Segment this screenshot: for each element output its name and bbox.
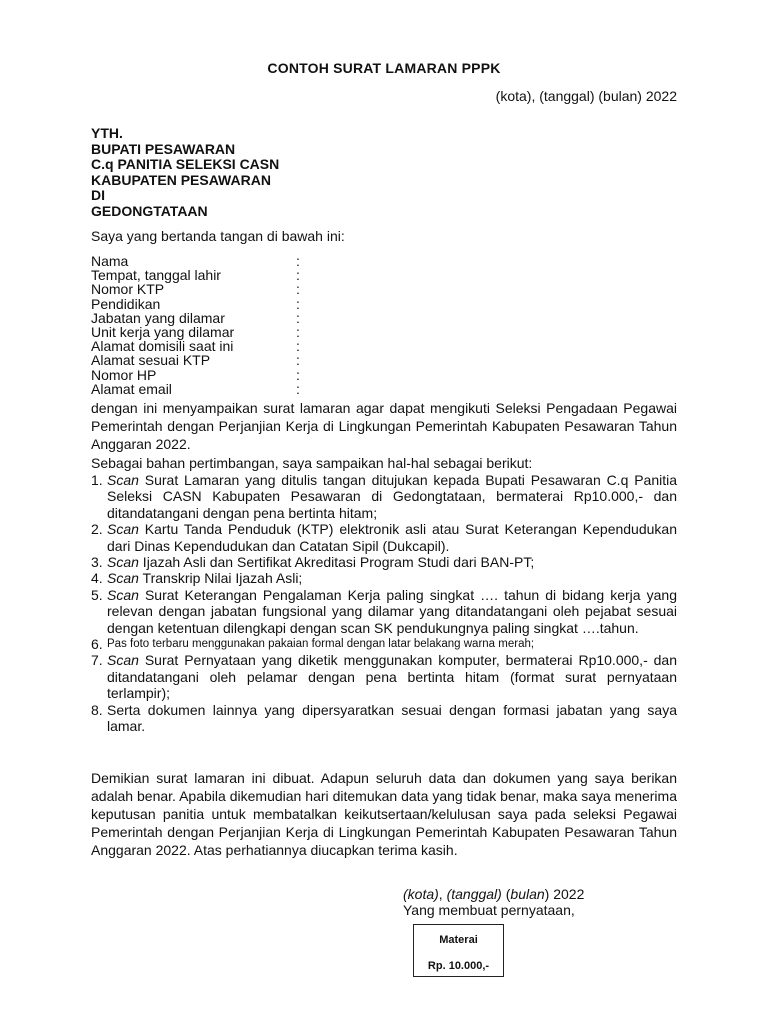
list-number: 1. bbox=[91, 472, 103, 488]
field-separator: : bbox=[296, 324, 300, 341]
field-row bbox=[91, 368, 300, 382]
field-row bbox=[91, 282, 300, 296]
document-title: CONTOH SURAT LAMARAN PPPK bbox=[267, 60, 501, 76]
list-text: Surat Pernyataan yang diketik menggunakan komputer, bermaterai Rp10.000,- dan ditandatangani oleh pelamar dengan pena bertinta hitam (format surat pernyataan terlampir); bbox=[107, 652, 677, 702]
field-row bbox=[91, 382, 300, 396]
stamp-box bbox=[413, 924, 504, 977]
list-text: Pas foto terbaru menggunakan pakaian formal dengan latar belakang warna merah; bbox=[107, 638, 535, 651]
field-separator: : bbox=[296, 352, 300, 369]
field-label: Pendidikan bbox=[91, 295, 161, 312]
list-item bbox=[91, 570, 677, 586]
field-label: Alamat sesuai KTP bbox=[91, 352, 211, 369]
list-text: Ijazah Asli dan Sertifikat Akreditasi Program Studi dari BAN-PT; bbox=[138, 554, 535, 571]
list-number: 8. bbox=[91, 701, 103, 718]
letter-date: (kota), (tanggal) (bulan) 2022 bbox=[495, 88, 677, 104]
field-label: Nomor HP bbox=[91, 366, 157, 383]
field-separator: : bbox=[296, 380, 300, 397]
scan-word: Scan bbox=[107, 521, 139, 538]
list-text: Kartu Tanda Penduduk (KTP) elektronik asli atau Surat Keterangan Kependudukan dari Dinas Kependudukan dan Catatan Sipil (Dukcapil). bbox=[107, 521, 677, 554]
field-label: Unit kerja yang dilamar bbox=[91, 324, 235, 341]
list-item bbox=[91, 652, 677, 701]
list-text: Serta dokumen lainnya yang dipersyaratkan sesuai dengan formasi jabatan yang saya lamar. bbox=[107, 701, 677, 735]
field-row bbox=[91, 254, 300, 268]
field-row bbox=[91, 297, 300, 311]
list-intro: Sebagai bahan pertimbangan, saya sampaikan hal-hal sebagai berikut: bbox=[91, 455, 533, 471]
list-number: 3. bbox=[91, 554, 103, 571]
addressee-line: KABUPATEN PESAWARAN bbox=[91, 171, 271, 188]
field-row bbox=[91, 325, 300, 339]
field-row bbox=[91, 311, 300, 325]
field-separator: : bbox=[296, 253, 300, 269]
addressee-line: YTH. bbox=[91, 125, 123, 141]
scan-word: Scan bbox=[107, 570, 139, 587]
scan-word: Scan bbox=[107, 472, 139, 488]
stamp-label: Materai bbox=[439, 934, 478, 946]
list-item bbox=[91, 587, 677, 636]
list-text: Transkrip Nilai Ijazah Asli; bbox=[138, 570, 303, 587]
field-row bbox=[91, 353, 300, 367]
addressee-line: BUPATI PESAWARAN bbox=[91, 140, 236, 157]
list-text: Surat Keterangan Pengalaman Kerja paling singkat …. tahun di bidang kerja yang relevan dengan jabatan fungsional yang dilamar yang ditandatangani oleh pejabat sesuai dengan ketentuan dilengkapi dengan scan SK pendukungnya paling singkat ….tahun. bbox=[107, 586, 677, 636]
list-number: 2. bbox=[91, 521, 103, 538]
signature-date: (kota), (tanggal) (bulan) 2022 bbox=[403, 886, 585, 902]
addressee-line: GEDONGTATAAN bbox=[91, 202, 208, 219]
applicant-fields bbox=[91, 254, 300, 396]
field-separator: : bbox=[296, 309, 300, 326]
intro-text: Saya yang bertanda tangan di bawah ini: bbox=[91, 228, 345, 244]
field-label: Tempat, tanggal lahir bbox=[91, 267, 221, 284]
field-label: Alamat email bbox=[91, 380, 172, 397]
field-separator: : bbox=[296, 338, 300, 355]
list-item bbox=[91, 636, 677, 652]
field-separator: : bbox=[296, 281, 300, 298]
addressee-block bbox=[91, 126, 279, 219]
field-row bbox=[91, 339, 300, 353]
addressee-line: DI bbox=[91, 187, 105, 203]
field-label: Nama bbox=[91, 253, 129, 269]
field-label: Alamat domisili saat ini bbox=[91, 338, 234, 355]
field-label: Jabatan yang dilamar bbox=[91, 309, 225, 326]
list-number: 4. bbox=[91, 570, 103, 587]
scan-word: Scan bbox=[107, 554, 139, 571]
list-text: Surat Lamaran yang ditulis tangan ditujukan kepada Bupati Pesawaran C.q Panitia Seleksi CASN Kabupaten Pesawaran di Gedongtataan, bermaterai Rp10.000,- dan ditandatangani dengan pena bertinta hitam; bbox=[107, 472, 677, 521]
list-item bbox=[91, 472, 677, 521]
stamp-amount: Rp. 10.000,- bbox=[427, 960, 490, 972]
list-item bbox=[91, 521, 677, 554]
scan-word: Scan bbox=[107, 586, 139, 603]
field-separator: : bbox=[296, 267, 300, 284]
body-paragraph-1: dengan ini menyampaikan surat lamaran agar dapat mengikuti Seleksi Pengadaan Pegawai Pemerintah dengan Perjanjian Kerja di Lingkungan Pemerintah Kabupaten Pesawaran Tahun Anggaran 2022. bbox=[91, 400, 677, 452]
field-separator: : bbox=[296, 366, 300, 383]
list-number: 7. bbox=[91, 652, 103, 669]
field-label: Nomor KTP bbox=[91, 281, 165, 298]
signature-role: Yang membuat pernyataan, bbox=[403, 902, 575, 918]
addressee-line: C.q PANITIA SELEKSI CASN bbox=[91, 156, 280, 172]
list-number: 5. bbox=[91, 586, 103, 603]
requirements-list bbox=[91, 472, 677, 735]
list-item bbox=[91, 554, 677, 570]
list-number: 6. bbox=[91, 636, 103, 653]
list-item bbox=[91, 702, 677, 735]
scan-word: Scan bbox=[107, 652, 139, 669]
closing-paragraph: Demikian surat lamaran ini dibuat. Adapun seluruh data dan dokumen yang saya berikan adalah benar. Apabila dikemudian hari ditemukan data yang tidak benar, maka saya menerima keputusan panitia untuk membatalkan keikutsertaan/kelulusan saya pada seleksi Pegawai Pemerintah dengan Perjanjian Kerja di Lingkungan Pemerintah Kabupaten Pesawaran Tahun Anggaran 2022. Atas perhatiannya diucapkan terima kasih. bbox=[91, 770, 677, 858]
field-row bbox=[91, 268, 300, 282]
field-separator: : bbox=[296, 295, 300, 312]
